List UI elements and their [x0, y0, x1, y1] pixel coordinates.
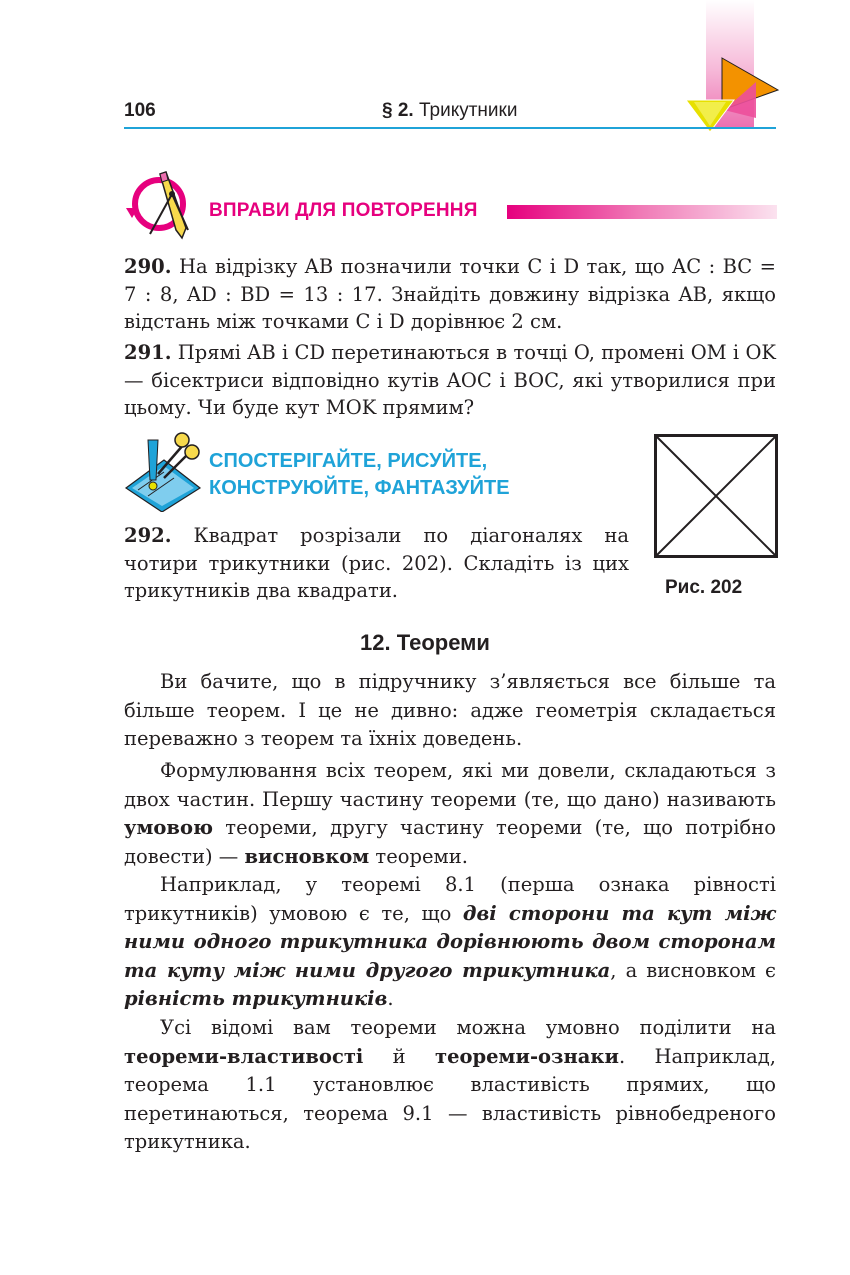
text-run: . Наприклад, теорема 1.1 установлює властивість прямих, що перетинаються, теорема 9.1 — властивість рівнобедреного трикутника. — [124, 1044, 776, 1153]
observe-section-title-line2: КОНСТРУЮЙТЕ, ФАНТАЗУЙТЕ — [209, 477, 510, 499]
exercise-290 — [124, 253, 776, 336]
text-run: , а висновком є — [610, 958, 776, 982]
pencil-compass-icon — [126, 168, 200, 242]
exercise-text: На відрізку AB позначили точки C і D так, що AC : BC = 7 : 8, AD : BD = 13 : 17. Знайдіть довжину відрізка AB, якщо відстань між точками C і D дорівнює 2 см. — [124, 255, 777, 333]
running-head — [382, 100, 517, 122]
term-condition: умовою — [124, 816, 213, 839]
section-title: Трикутники — [418, 100, 518, 121]
exercise-291 — [124, 339, 776, 422]
header-rule — [124, 127, 776, 129]
exercise-number: 290. — [124, 255, 172, 278]
text-run: Усі відомі вам теореми можна умовно поділити на — [160, 1016, 776, 1039]
term-property-theorems: теореми-властивості — [124, 1044, 364, 1068]
triangles-decoration-icon — [684, 52, 780, 136]
page-number: 106 — [124, 100, 156, 121]
review-section-title: ВПРАВИ ДЛЯ ПОВТОРЕННЯ — [209, 200, 478, 221]
text-run: теореми, другу частину теореми (те, що потрібно довести) — — [124, 816, 776, 868]
exercise-number: 291. — [124, 341, 172, 364]
square-diagonals-figure — [654, 434, 778, 558]
paragraph-4 — [124, 1014, 776, 1157]
paragraph-3 — [124, 871, 776, 1014]
text-run: . — [387, 987, 394, 1010]
section-mark: § 2. — [382, 100, 414, 121]
text-run: теореми. — [369, 844, 468, 868]
figure-caption: Рис. 202 — [665, 577, 743, 598]
paragraph-2 — [124, 757, 776, 871]
term-criterion-theorems: теореми-ознаки — [435, 1044, 619, 1068]
paragraph-1: Ви бачите, що в підручнику з’являється все більше та більше теорем. І це не дивно: адже геометрія складається переважно з теорем та їхніх доведень. — [124, 670, 776, 750]
emphasis-condition: дві сторони та кут між ними одного трикутника дорівнюють двом сторонам та куту між ними другого трикутника — [124, 901, 776, 982]
term-conclusion: висновком — [244, 844, 370, 868]
text-run: Наприклад, у теоремі 8.1 (перша ознака рівності трикутників) умовою є те, що — [124, 873, 776, 925]
text-run: Формулювання всіх теорем, які ми довели, складаються з двох частин. Першу частину теореми (те, що дано) називають — [124, 759, 776, 811]
text-run: й — [363, 1044, 435, 1068]
topic-heading: 12. Теореми — [360, 630, 490, 655]
scissors-ruler-icon — [124, 430, 202, 512]
emphasis-conclusion: рівність трикутників — [124, 987, 388, 1010]
observe-section-title-line1: СПОСТЕРІГАЙТЕ, РИСУЙТЕ, — [209, 450, 488, 472]
review-section-bar — [507, 205, 777, 219]
exercise-text: Прямі AB і CD перетинаються в точці O, промені OM і OK — бісектриси відповідно кутів AOC і BOC, які утворилися при цьому. Чи буде кут MOK прямим? — [124, 341, 777, 419]
exercise-text: Квадрат розрізали по діагоналях на чотири трикутники (рис. 202). Складіть із цих трикутників два квадрати. — [124, 524, 630, 602]
exercise-number: 292. — [124, 524, 172, 547]
exercise-292 — [124, 522, 629, 605]
